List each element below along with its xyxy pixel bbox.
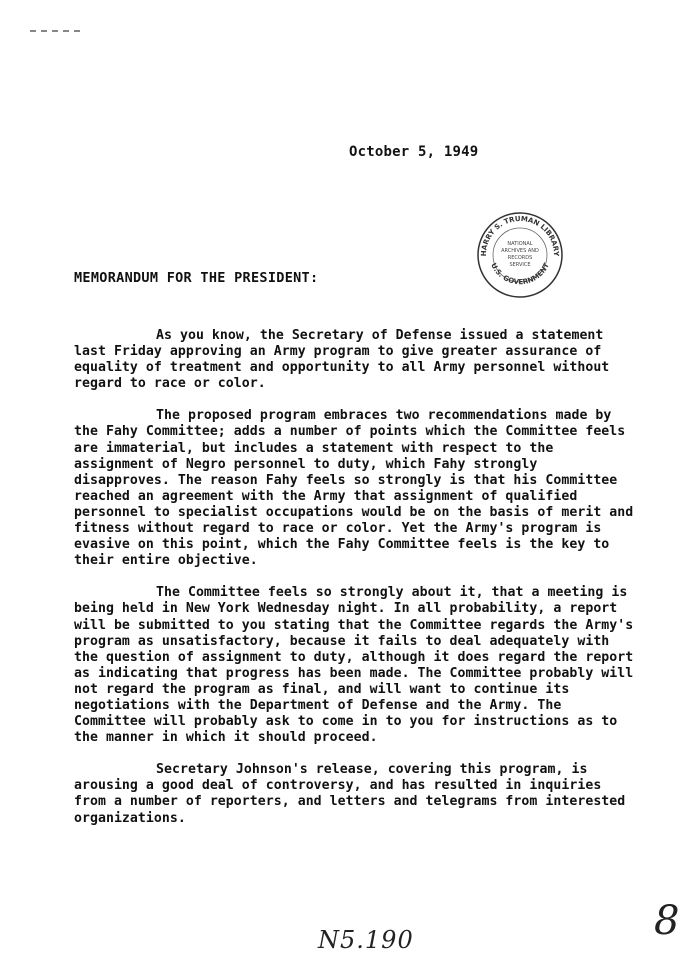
- handwritten-page-number: 8: [654, 898, 680, 944]
- stamp-ring-text: HARRY S. TRUMAN LIBRARY: [479, 214, 561, 257]
- stamp-center-line: ARCHIVES AND: [501, 248, 539, 254]
- memo-date: October 5, 1949: [349, 144, 479, 160]
- stamp-center-line: RECORDS: [507, 255, 533, 261]
- memo-paragraph: The Committee feels so strongly about it, that a meeting is being held in New York Wednesday night. In all probability, a report will be submitted to you stating that the Committee regards the Army's program as unsatisfactory, because it fails to deal adequately with the question of assignment to duty, although it does regard the report as indicating that progress has been made. The Committee probably will not regard the program as final, and will want to continue its negotiations with the Department of Defense and the Army. The Committee will probably ask to come in to you for instructions as to the manner in which it should proceed.: [74, 585, 642, 746]
- handwritten-file-code: N5.190: [318, 926, 414, 954]
- memo-heading: MEMORANDUM FOR THE PRESIDENT:: [74, 270, 319, 286]
- scan-mark: [30, 30, 80, 34]
- memo-paragraph: As you know, the Secretary of Defense issued a statement last Friday approving an Army program to give greater assurance of equality of treatment and opportunity to all Army personnel without regard to race or color.: [74, 328, 618, 392]
- stamp-bottom-text: U.S. GOVERNMENT: [489, 261, 551, 287]
- library-stamp: [476, 211, 564, 299]
- memo-body: [74, 328, 642, 843]
- stamp-center-line: SERVICE: [509, 262, 531, 268]
- stamp-center-line: NATIONAL: [507, 241, 533, 247]
- memo-paragraph: The proposed program embraces two recommendations made by the Fahy Committee; adds a number of points which the Committee feels are immaterial, but includes a statement with respect to the assignment of Negro personnel to duty, which Fahy strongly disapproves. The reason Fahy feels so strongly is that his Committee reached an agreement with the Army that assignment of qualified personnel to specialist occupations would be on the basis of merit and fitness without regard to race or color. Yet the Army's program is evasive on this point, which the Fahy Committee feels is the key to their entire objective.: [74, 408, 642, 569]
- memo-paragraph: Secretary Johnson's release, covering this program, is arousing a good deal of controversy, and has resulted in inquiries from a number of reporters, and letters and telegrams from interested organizations.: [74, 762, 634, 826]
